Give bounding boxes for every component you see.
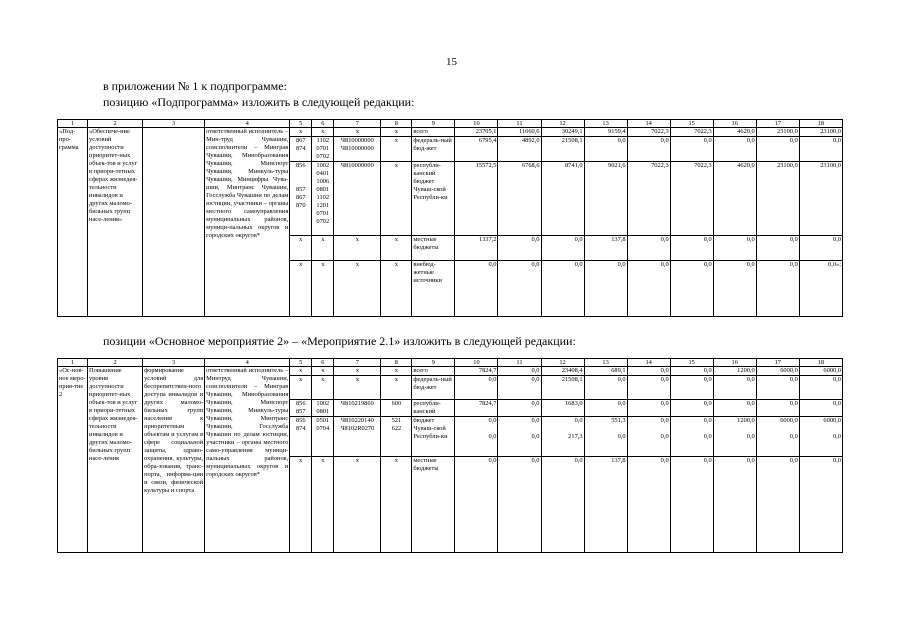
column-number-cell: 12 <box>541 120 584 128</box>
table-row <box>58 128 843 137</box>
amount-cell: 0,0 <box>670 400 713 417</box>
column-number-cell: 1 <box>58 359 88 367</box>
amount-cell: 0,0 <box>713 400 756 417</box>
column-number-cell: 1 <box>58 120 88 128</box>
column-number-cell: 15 <box>670 359 713 367</box>
amount-cell: 0,0 <box>670 236 713 261</box>
amount-cell: 0,0 <box>584 137 627 162</box>
amount-cell: 7022,3 <box>670 162 713 236</box>
amount-cell: 0,0 <box>455 457 498 553</box>
amount-cell: 0,0 <box>756 457 799 553</box>
amount-cell: 0,0 <box>584 376 627 400</box>
amount-cell: 0,0 <box>713 137 756 162</box>
section-code: х <box>312 367 334 376</box>
target-article: х <box>334 457 381 553</box>
amount-cell: 551,3 0,0 <box>584 417 627 457</box>
amount-cell: 0,0 <box>627 367 670 376</box>
grbs-code: х <box>290 236 312 261</box>
amount-cell: 0,0 <box>627 376 670 400</box>
target-article: х <box>334 367 381 376</box>
column-number-cell: 17 <box>756 359 799 367</box>
column-number-cell: 7 <box>334 359 381 367</box>
section-code: х <box>312 236 334 261</box>
amount-cell: 0,0 <box>713 261 756 317</box>
column-number-cell: 10 <box>455 359 498 367</box>
amount-cell: 0,0 <box>799 376 842 400</box>
purpose-cell <box>143 128 205 317</box>
intro-line-2: позицию «Подпрограмма» изложить в следующей редакции: <box>103 95 415 109</box>
amount-cell: 7824,7 <box>455 367 498 376</box>
amount-cell: 7824,7 <box>455 400 498 417</box>
name-cell: «Обеспече-ние условий доступности приоритет-ных объек-тов и услуг в приори-тетных сферах жизнедея-тельности инвалидов и других маломо-бильных групп насе-ления» <box>88 128 143 317</box>
column-number-cell: 5 <box>290 120 312 128</box>
funding-source: республи-канский <box>412 400 455 417</box>
amount-cell: 7022,3 <box>670 128 713 137</box>
grbs-code: 856 857 867 870 <box>290 162 312 236</box>
amount-cell: 0,0 <box>455 376 498 400</box>
grbs-code: х <box>290 261 312 317</box>
section-code: 1102 0701 0702 <box>312 137 334 162</box>
target-article: Ч810220140 Ч8102R0270 <box>334 417 381 457</box>
section-code: х <box>312 376 334 400</box>
amount-cell: 0,0 <box>713 376 756 400</box>
amount-cell: 8741,0 <box>541 162 584 236</box>
amount-cell: 689,1 <box>584 367 627 376</box>
amount-cell: 0,0 <box>799 236 842 261</box>
column-number-cell: 2 <box>88 120 143 128</box>
amount-cell: 11660,6 <box>498 128 541 137</box>
funding-source: местные бюджеты <box>412 457 455 553</box>
amount-cell: 9159,4 <box>584 128 627 137</box>
column-number-cell: 6 <box>312 359 334 367</box>
expense-group: х <box>381 457 412 553</box>
amount-cell: 0,0 <box>498 400 541 417</box>
code-cell: «Ос-нов-ное меро-прия-тие 2 <box>58 367 88 553</box>
amount-cell: 0,0 <box>670 137 713 162</box>
column-number-cell: 12 <box>541 359 584 367</box>
amount-cell: 0,0 <box>498 261 541 317</box>
funding-source: внебюд-жетные источники <box>412 261 455 317</box>
amount-cell: 0,0 <box>670 457 713 553</box>
column-number-cell: 8 <box>381 120 412 128</box>
column-number-cell: 14 <box>627 120 670 128</box>
amount-cell: 1683,0 <box>541 400 584 417</box>
amount-cell: 21508,1 <box>541 137 584 162</box>
amount-cell: 15572,5 <box>455 162 498 236</box>
expense-group: х <box>381 376 412 400</box>
amount-cell: 4892,0 <box>498 137 541 162</box>
grbs-code: х <box>290 457 312 553</box>
purpose-cell: формирование условий для беспрепятствен-ного доступа инвалидов и других маломо-бильных групп населения к приоритетным объектам и услугам в сфере социальной защиты, здраво-охранения, культуры, обра-зования, транс-порта, информа-ции и связи, физической культуры и спорта <box>143 367 205 553</box>
executor-cell: ответственный исполнитель – Мин-труд Чувашии, соисполнители – Минграв Чувашии, Минобразования Чувашии, Минспорт Чувашии, Минкуль-туры Чувашии, Минцифры Чува-шии, Минтранс Чувашии, Госслужба Чувашии по делам юстиции, участники – органы местного самоуправления муниципальных районов, муници-пальных округов и городских округов* <box>205 128 290 317</box>
amount-cell: 0,0 <box>799 137 842 162</box>
column-number-cell: 18 <box>799 120 842 128</box>
amount-cell: 1200,0 0,0 <box>713 417 756 457</box>
page-number: 15 <box>446 56 457 68</box>
funding-source: всего <box>412 367 455 376</box>
expense-group: х <box>381 367 412 376</box>
amount-cell: 0,0 <box>498 376 541 400</box>
amount-cell: 0,0 <box>756 376 799 400</box>
name-cell: Повышение уровня доступности приоритет-ных объек-тов и услуг в приори-тетных сферах жизнедея-тельности инвалидов и других маломо-бильных групп насе-ления <box>88 367 143 553</box>
amount-cell: 0,0 <box>584 400 627 417</box>
section-code: 1002 0401 1006 0801 1102 1201 0701 0702 <box>312 162 334 236</box>
column-number-cell: 6 <box>312 120 334 128</box>
amount-cell: 1200,0 <box>713 367 756 376</box>
column-number-cell: 9 <box>412 120 455 128</box>
section-code: х <box>312 128 334 137</box>
amount-cell: 0,0 <box>756 261 799 317</box>
column-number-cell: 3 <box>143 359 205 367</box>
intro-line-3: позиции «Основное мероприятие 2» – «Мероприятие 2.1» изложить в следующей редакции: <box>103 334 576 348</box>
amount-cell: 0,0»; <box>799 261 842 317</box>
amount-cell: 0,0 0,0 <box>455 417 498 457</box>
target-article: х <box>334 261 381 317</box>
section-code: х <box>312 261 334 317</box>
amount-cell: 9021,6 <box>584 162 627 236</box>
funding-source: федераль-ный бюд-жет <box>412 376 455 400</box>
funding-source: республи-канский бюджет Чуваш-ской Республи-ки <box>412 162 455 236</box>
grbs-code: х <box>290 128 312 137</box>
amount-cell: 23705,1 <box>455 128 498 137</box>
amount-cell: 0,0 <box>627 457 670 553</box>
expense-group: х <box>381 162 412 236</box>
grbs-code: 856 857 <box>290 400 312 417</box>
amount-cell: 0,0 <box>756 137 799 162</box>
amount-cell: 0,0 <box>756 236 799 261</box>
amount-cell: 6000,0 <box>799 367 842 376</box>
column-number-cell: 4 <box>205 359 290 367</box>
subprogram-table <box>57 119 843 317</box>
column-number-cell: 8 <box>381 359 412 367</box>
column-number-cell: 4 <box>205 120 290 128</box>
executor-cell: ответственный исполнитель – Минтруд Чувашии, соисполнители – Минграв Чувашии, Минобразования Чувашии, Минспорт Чувашии, Минкуль-туры Чувашии, Минтранс Чувашии, Госслужба Чувашии по делам юстиции, участники – органы местного само-управления муници-пальных районов, муниципальных округов и городских округов* <box>205 367 290 553</box>
amount-cell: 6768,6 <box>498 162 541 236</box>
amount-cell: 6000,0 <box>756 367 799 376</box>
funding-source: федераль-ный бюд-жет <box>412 137 455 162</box>
amount-cell: 0,0 <box>627 261 670 317</box>
column-number-cell: 14 <box>627 359 670 367</box>
amount-cell: 0,0 <box>541 236 584 261</box>
amount-cell: 0,0 0,0 <box>670 417 713 457</box>
amount-cell: 0,0 <box>541 457 584 553</box>
amount-cell: 0,0 <box>670 367 713 376</box>
target-article: х <box>334 376 381 400</box>
amount-cell: 0,0 <box>455 261 498 317</box>
table-row <box>58 367 843 376</box>
expense-group: 521 622 <box>381 417 412 457</box>
amount-cell: 0,0 0,0 <box>627 417 670 457</box>
expense-group: х <box>381 137 412 162</box>
main-activity-table <box>57 358 843 553</box>
amount-cell: 30249,1 <box>541 128 584 137</box>
section-code: 1002 0801 <box>312 400 334 417</box>
target-article: Ч810000000 Ч810000000 <box>334 137 381 162</box>
amount-cell: 23100,0 <box>799 162 842 236</box>
column-number-cell: 16 <box>713 120 756 128</box>
column-number-cell: 11 <box>498 120 541 128</box>
funding-source: бюджет Чуваш-ской Республи-ки <box>412 417 455 457</box>
amount-cell: 6795,4 <box>455 137 498 162</box>
column-number-cell: 10 <box>455 120 498 128</box>
amount-cell: 0,0 <box>498 236 541 261</box>
column-number-cell: 13 <box>584 120 627 128</box>
amount-cell: 7022,3 <box>627 128 670 137</box>
funding-source: местные бюджеты <box>412 236 455 261</box>
column-number-cell: 7 <box>334 120 381 128</box>
amount-cell: 0,0 <box>799 400 842 417</box>
target-article: Ч810000000 <box>334 162 381 236</box>
target-article: х <box>334 128 381 137</box>
amount-cell: 21508,1 <box>541 376 584 400</box>
amount-cell: 4620,0 <box>713 162 756 236</box>
amount-cell: 1337,2 <box>455 236 498 261</box>
amount-cell: 0,0 <box>756 400 799 417</box>
amount-cell: 6000,0 0,0 <box>799 417 842 457</box>
amount-cell: 7022,3 <box>627 162 670 236</box>
amount-cell: 4620,0 <box>713 128 756 137</box>
expense-group: 600 <box>381 400 412 417</box>
column-number-cell: 15 <box>670 120 713 128</box>
grbs-code: х <box>290 367 312 376</box>
amount-cell: 137,8 <box>584 457 627 553</box>
target-article: х <box>334 236 381 261</box>
grbs-code: 867 874 <box>290 137 312 162</box>
amount-cell: 6000,0 0,0 <box>756 417 799 457</box>
column-number-cell: 2 <box>88 359 143 367</box>
amount-cell: 0,0 <box>627 400 670 417</box>
amount-cell: 137,8 <box>584 236 627 261</box>
amount-cell: 0,0 <box>670 261 713 317</box>
amount-cell: 23408,4 <box>541 367 584 376</box>
grbs-code: 856 874 <box>290 417 312 457</box>
amount-cell: 0,0 <box>799 457 842 553</box>
amount-cell: 0,0 <box>584 261 627 317</box>
column-number-cell: 5 <box>290 359 312 367</box>
column-number-cell: 18 <box>799 359 842 367</box>
amount-cell: 0,0 0,0 <box>498 417 541 457</box>
column-number-cell: 17 <box>756 120 799 128</box>
amount-cell: 23100,0 <box>799 128 842 137</box>
expense-group: х <box>381 236 412 261</box>
amount-cell: 0,0 217,3 <box>541 417 584 457</box>
amount-cell: 23100,0 <box>756 128 799 137</box>
column-number-cell: 9 <box>412 359 455 367</box>
intro-line-1: в приложении № 1 к подпрограмме: <box>103 79 287 93</box>
section-code: х <box>312 457 334 553</box>
column-number-cell: 3 <box>143 120 205 128</box>
column-number-cell: 11 <box>498 359 541 367</box>
code-cell: «Под-про-грамма <box>58 128 88 317</box>
expense-group: х <box>381 128 412 137</box>
amount-cell: 0,0 <box>713 236 756 261</box>
amount-cell: 0,0 <box>670 376 713 400</box>
amount-cell: 0,0 <box>498 367 541 376</box>
amount-cell: 0,0 <box>627 137 670 162</box>
grbs-code: х <box>290 376 312 400</box>
amount-cell: 0,0 <box>541 261 584 317</box>
column-number-cell: 13 <box>584 359 627 367</box>
section-code: 0501 0704 <box>312 417 334 457</box>
funding-source: всего <box>412 128 455 137</box>
amount-cell: 23100,0 <box>756 162 799 236</box>
expense-group: х <box>381 261 412 317</box>
amount-cell: 0,0 <box>627 236 670 261</box>
column-number-cell: 16 <box>713 359 756 367</box>
target-article: Ч810219860 <box>334 400 381 417</box>
amount-cell: 0,0 <box>713 457 756 553</box>
amount-cell: 0,0 <box>498 457 541 553</box>
